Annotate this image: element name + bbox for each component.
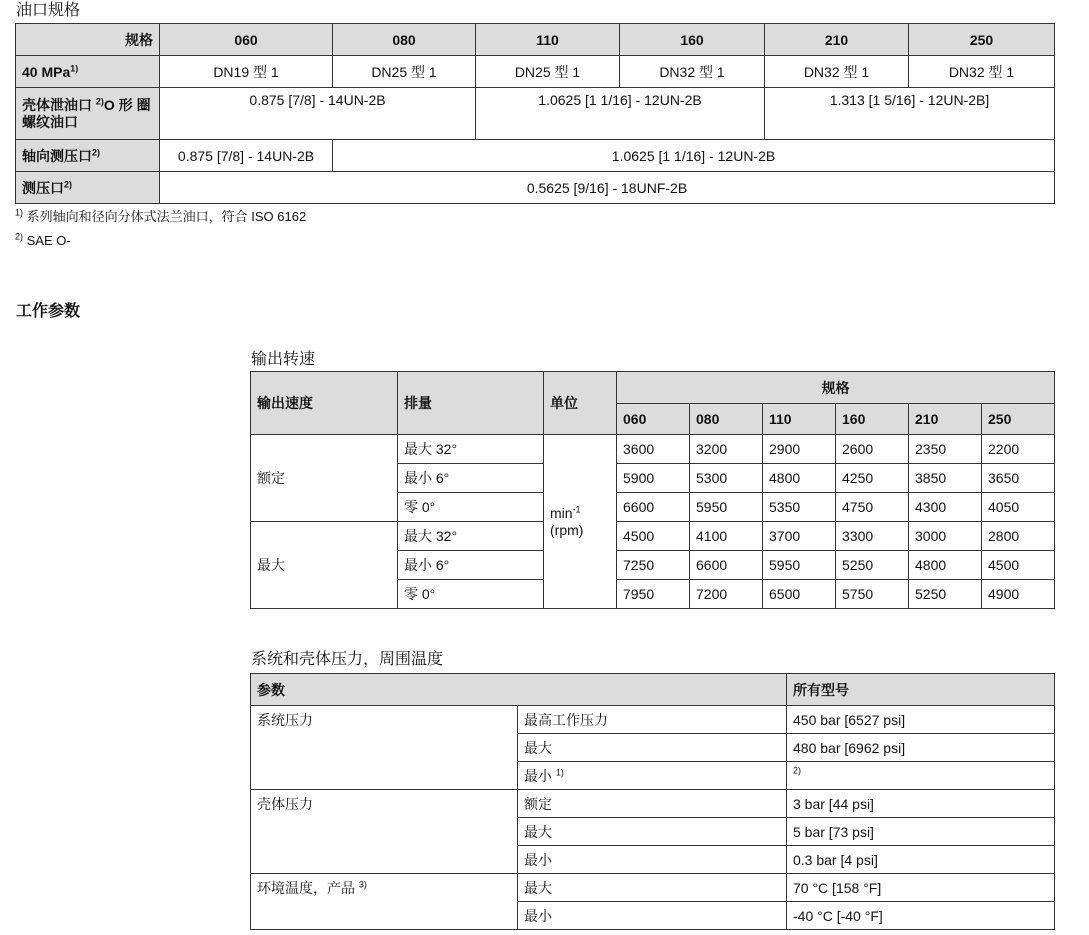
ports-header-label: 规格 [16,24,160,56]
ports-cell: 1.0625 [1 1/16] - 12UN-2B [476,88,765,140]
ports-row-gauge [16,172,1055,204]
ports-cell: 0.5625 [9/16] - 18UNF-2B [160,172,1055,204]
speed-value: 4300 [909,493,982,522]
speed-value: 4500 [982,551,1055,580]
section-title: 工作参数 [16,303,81,320]
ports-row-label: 轴向测压口$^{2)}$ [16,140,160,172]
speed-value: 4750 [836,493,909,522]
speed-value: 3200 [690,435,763,464]
pressure-item: 最大 [518,874,787,902]
speed-value: 4500 [617,522,690,551]
speed-group-rated: 额定 [251,435,398,522]
speed-header-row [251,372,1055,404]
speed-value: 4250 [836,464,909,493]
ports-size-250: 250 [909,24,1055,56]
speed-value: 3650 [982,464,1055,493]
pressure-header-row [251,674,1055,706]
ports-cell: DN25 型 1 [476,56,620,88]
speed-value: 2200 [982,435,1055,464]
speed-unit: $\min^{-1}$ (rpm) [544,435,617,609]
speed-value: 5950 [763,551,836,580]
pressure-group-case: 壳体压力 [251,790,518,874]
ports-cell: 1.0625 [1 1/16] - 12UN-2B [333,140,1055,172]
ports-cell: DN19 型 1 [160,56,333,88]
speed-displacement: 零 0° [398,493,544,522]
speed-size-080: 080 [690,404,763,435]
speed-value: 7250 [617,551,690,580]
speed-value: 3600 [617,435,690,464]
ports-size-210: 210 [765,24,909,56]
speed-table [250,371,1055,609]
ports-cell: 0.875 [7/8] - 14UN-2B [160,140,333,172]
speed-value: 5350 [763,493,836,522]
pressure-row [251,790,1055,818]
pressure-item: 最大 [518,734,787,762]
ports-row-label: 壳体泄油口 $^{2)}$O 形 圈 螺纹油口 [16,88,160,140]
pressure-item: 最高工作压力 [518,706,787,734]
speed-value: 4800 [909,551,982,580]
speed-value: 2350 [909,435,982,464]
pressure-row [251,874,1055,902]
ports-cell: 0.875 [7/8] - 14UN-2B [160,88,476,140]
speed-value: 3000 [909,522,982,551]
ports-row-40mpa [16,56,1055,88]
speed-size-060: 060 [617,404,690,435]
pressure-value: 70 °C [158 °F] [787,874,1055,902]
speed-value: 2800 [982,522,1055,551]
ports-row-label: 测压口$^{2)}$ [16,172,160,204]
speed-displacement: 最大 32° [398,522,544,551]
ports-size-160: 160 [620,24,765,56]
pressure-value: -40 °C [-40 °F] [787,902,1055,930]
pressure-item: 额定 [518,790,787,818]
pressure-value: 3 bar [44 psi] [787,790,1055,818]
speed-row [251,522,1055,551]
pressure-title: 系统和壳体压力，周围温度 [251,651,444,668]
ports-cell: DN25 型 1 [333,56,476,88]
ports-cell: DN32 型 1 [620,56,765,88]
ports-size-060: 060 [160,24,333,56]
speed-size-210: 210 [909,404,982,435]
speed-value: 7950 [617,580,690,609]
speed-value: 4050 [982,493,1055,522]
pressure-group-system: 系统压力 [251,706,518,790]
pressure-value: 450 bar [6527 psi] [787,706,1055,734]
speed-value: 5250 [836,551,909,580]
speed-value: 2600 [836,435,909,464]
speed-value: 5950 [690,493,763,522]
speed-header-unit: 单位 [544,372,617,435]
speed-value: 7200 [690,580,763,609]
ports-cell: DN32 型 1 [909,56,1055,88]
pressure-row [251,706,1055,734]
speed-value: 5750 [836,580,909,609]
speed-header-displacement: 排量 [398,372,544,435]
ports-cell: DN32 型 1 [765,56,909,88]
speed-value: 6600 [617,493,690,522]
speed-header-spec: 规格 [617,372,1055,404]
speed-value: 4800 [763,464,836,493]
speed-size-110: 110 [763,404,836,435]
pressure-item: 最小 [518,902,787,930]
ports-table [15,23,1055,204]
speed-value: 4100 [690,522,763,551]
speed-value: 2900 [763,435,836,464]
speed-displacement: 最小 6° [398,464,544,493]
ports-row-label: 40 MPa$^{1)}$ [16,56,160,88]
speed-value: 5300 [690,464,763,493]
ports-cell: 1.313 [1 5/16] - 12UN-2B] [765,88,1055,140]
ports-footnote-1: $^{1)}$ 系列轴向和径向分体式法兰油口，符合 ISO 6162 [15,207,307,224]
ports-footnote-2: $^{2)}$ SAE O- [15,231,71,248]
speed-value: 3850 [909,464,982,493]
speed-value: 3300 [836,522,909,551]
speed-value: 4900 [982,580,1055,609]
pressure-value: 5 bar [73 psi] [787,818,1055,846]
ports-title: 油口规格 [16,2,81,19]
pressure-item: 最大 [518,818,787,846]
speed-displacement: 零 0° [398,580,544,609]
pressure-table [250,673,1055,930]
speed-size-160: 160 [836,404,909,435]
speed-value: 3700 [763,522,836,551]
pressure-value: 480 bar [6962 psi] [787,734,1055,762]
ports-header-row [16,24,1055,56]
speed-value: 6500 [763,580,836,609]
pressure-value: 2) [787,762,1055,790]
speed-header-output: 输出速度 [251,372,398,435]
speed-value: 6600 [690,551,763,580]
ports-row-case-drain [16,88,1055,140]
speed-displacement: 最小 6° [398,551,544,580]
pressure-header-all: 所有型号 [787,674,1055,706]
pressure-value: 0.3 bar [4 psi] [787,846,1055,874]
speed-displacement: 最大 32° [398,435,544,464]
speed-value: 5250 [909,580,982,609]
speed-title: 输出转速 [251,351,316,368]
speed-group-max: 最大 [251,522,398,609]
pressure-header-param: 参数 [251,674,787,706]
ports-size-110: 110 [476,24,620,56]
speed-size-250: 250 [982,404,1055,435]
pressure-group-temperature: 环境温度，产品 $^{3)}$ [251,874,518,930]
speed-value: 5900 [617,464,690,493]
ports-size-080: 080 [333,24,476,56]
ports-row-axial-gauge [16,140,1055,172]
pressure-item: 最小 $^{1)}$ [518,762,787,790]
pressure-item: 最小 [518,846,787,874]
speed-row [251,435,1055,464]
